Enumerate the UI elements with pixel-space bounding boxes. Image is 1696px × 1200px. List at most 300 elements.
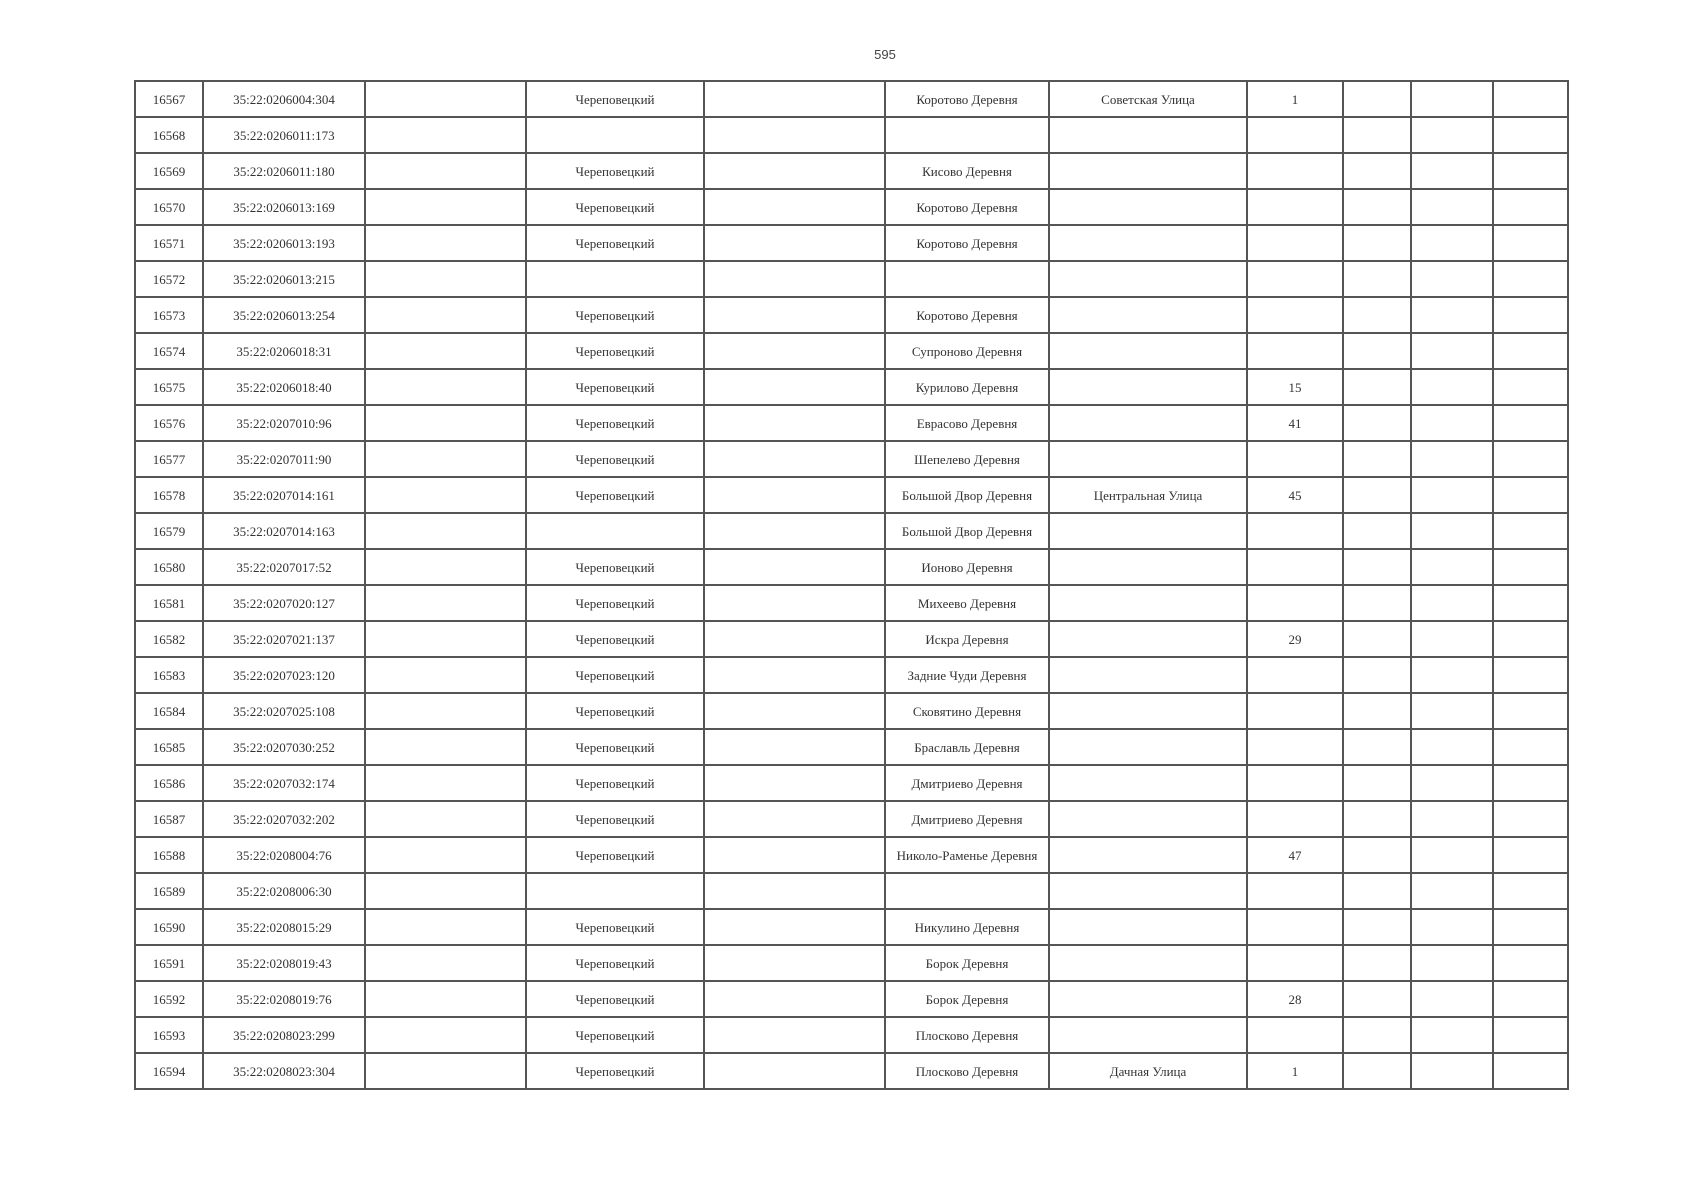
empty-cell [1343,585,1411,621]
empty-cell [365,945,526,981]
empty-cell [365,225,526,261]
district-cell: Череповецкий [526,765,704,801]
street-cell [1049,621,1247,657]
empty-cell [365,1053,526,1089]
empty-cell [1411,801,1493,837]
empty-cell [1493,1017,1568,1053]
empty-cell [365,657,526,693]
record-number-cell: 16579 [135,513,203,549]
record-number-cell: 16569 [135,153,203,189]
house-number-cell: 28 [1247,981,1343,1017]
table-row [135,81,1568,117]
district-cell: Череповецкий [526,729,704,765]
house-number-cell: 15 [1247,369,1343,405]
district-cell: Череповецкий [526,189,704,225]
house-number-cell [1247,801,1343,837]
locality-cell: Борок Деревня [885,945,1049,981]
empty-cell [1493,729,1568,765]
empty-cell [1411,261,1493,297]
empty-cell [1493,261,1568,297]
cadastral-number-cell: 35:22:0207017:52 [203,549,365,585]
record-number-cell: 16575 [135,369,203,405]
empty-cell [1343,225,1411,261]
street-cell [1049,333,1247,369]
empty-cell [704,981,885,1017]
empty-cell [1343,405,1411,441]
empty-cell [704,261,885,297]
empty-cell [365,513,526,549]
house-number-cell [1247,729,1343,765]
street-cell [1049,153,1247,189]
empty-cell [704,1053,885,1089]
house-number-cell [1247,693,1343,729]
street-cell [1049,765,1247,801]
street-cell [1049,945,1247,981]
street-cell: Дачная Улица [1049,1053,1247,1089]
empty-cell [1411,621,1493,657]
empty-cell [1343,549,1411,585]
empty-cell [1493,657,1568,693]
record-number-cell: 16585 [135,729,203,765]
locality-cell: Коротово Деревня [885,225,1049,261]
district-cell: Череповецкий [526,333,704,369]
table-row [135,585,1568,621]
empty-cell [704,225,885,261]
record-number-cell: 16573 [135,297,203,333]
record-number-cell: 16584 [135,693,203,729]
table-row [135,837,1568,873]
locality-cell: Большой Двор Деревня [885,513,1049,549]
empty-cell [1493,945,1568,981]
house-number-cell [1247,657,1343,693]
locality-cell: Большой Двор Деревня [885,477,1049,513]
cadastral-number-cell: 35:22:0206013:193 [203,225,365,261]
district-cell: Череповецкий [526,1053,704,1089]
empty-cell [1343,333,1411,369]
cadastral-number-cell: 35:22:0207014:161 [203,477,365,513]
locality-cell: Искра Деревня [885,621,1049,657]
house-number-cell [1247,333,1343,369]
house-number-cell [1247,225,1343,261]
empty-cell [1411,909,1493,945]
empty-cell [365,729,526,765]
cadastral-number-cell: 35:22:0206011:180 [203,153,365,189]
record-number-cell: 16570 [135,189,203,225]
cadastral-number-cell: 35:22:0208006:30 [203,873,365,909]
district-cell: Череповецкий [526,225,704,261]
empty-cell [704,441,885,477]
table-row [135,225,1568,261]
cadastral-number-cell: 35:22:0208019:43 [203,945,365,981]
house-number-cell: 29 [1247,621,1343,657]
empty-cell [1343,1017,1411,1053]
empty-cell [365,441,526,477]
table-row [135,549,1568,585]
locality-cell: Плосково Деревня [885,1017,1049,1053]
locality-cell: Плосково Деревня [885,1053,1049,1089]
empty-cell [1343,513,1411,549]
cadastral-number-cell: 35:22:0206018:31 [203,333,365,369]
cadastral-number-cell: 35:22:0207014:163 [203,513,365,549]
empty-cell [1343,261,1411,297]
empty-cell [365,909,526,945]
empty-cell [704,729,885,765]
table-row [135,765,1568,801]
district-cell: Череповецкий [526,909,704,945]
street-cell [1049,693,1247,729]
table-row [135,261,1568,297]
table-row [135,369,1568,405]
empty-cell [1343,729,1411,765]
empty-cell [365,117,526,153]
empty-cell [704,837,885,873]
locality-cell: Николо-Раменье Деревня [885,837,1049,873]
street-cell [1049,405,1247,441]
locality-cell [885,261,1049,297]
district-cell: Череповецкий [526,297,704,333]
cadastral-number-cell: 35:22:0208015:29 [203,909,365,945]
street-cell [1049,585,1247,621]
record-number-cell: 16582 [135,621,203,657]
empty-cell [1411,1053,1493,1089]
empty-cell [365,261,526,297]
cadastral-number-cell: 35:22:0207030:252 [203,729,365,765]
empty-cell [1493,513,1568,549]
house-number-cell [1247,765,1343,801]
street-cell [1049,225,1247,261]
empty-cell [1493,81,1568,117]
empty-cell [1343,693,1411,729]
locality-cell: Кисово Деревня [885,153,1049,189]
record-number-cell: 16581 [135,585,203,621]
house-number-cell: 41 [1247,405,1343,441]
empty-cell [365,333,526,369]
table-row [135,621,1568,657]
record-number-cell: 16592 [135,981,203,1017]
street-cell [1049,873,1247,909]
empty-cell [1343,297,1411,333]
empty-cell [1411,765,1493,801]
empty-cell [1411,441,1493,477]
empty-cell [1493,873,1568,909]
table-row [135,981,1568,1017]
table-row [135,909,1568,945]
street-cell [1049,1017,1247,1053]
locality-cell [885,873,1049,909]
locality-cell: Дмитриево Деревня [885,801,1049,837]
table-row [135,405,1568,441]
empty-cell [1493,441,1568,477]
street-cell [1049,117,1247,153]
empty-cell [365,189,526,225]
cadastral-number-cell: 35:22:0206011:173 [203,117,365,153]
street-cell: Советская Улица [1049,81,1247,117]
locality-cell: Задние Чуди Деревня [885,657,1049,693]
locality-cell: Курилово Деревня [885,369,1049,405]
locality-cell: Супроново Деревня [885,333,1049,369]
empty-cell [1493,549,1568,585]
empty-cell [365,693,526,729]
empty-cell [1411,873,1493,909]
district-cell: Череповецкий [526,549,704,585]
empty-cell [365,549,526,585]
house-number-cell: 1 [1247,81,1343,117]
record-number-cell: 16580 [135,549,203,585]
empty-cell [365,585,526,621]
empty-cell [1343,837,1411,873]
empty-cell [1343,153,1411,189]
empty-cell [704,621,885,657]
street-cell [1049,909,1247,945]
empty-cell [704,477,885,513]
table-row [135,801,1568,837]
empty-cell [704,693,885,729]
cadastral-number-cell: 35:22:0208004:76 [203,837,365,873]
record-number-cell: 16593 [135,1017,203,1053]
district-cell: Череповецкий [526,153,704,189]
locality-cell: Коротово Деревня [885,81,1049,117]
house-number-cell [1247,513,1343,549]
empty-cell [1493,621,1568,657]
empty-cell [1493,837,1568,873]
table-row [135,189,1568,225]
district-cell: Череповецкий [526,945,704,981]
locality-cell: Еврасово Деревня [885,405,1049,441]
record-number-cell: 16572 [135,261,203,297]
empty-cell [704,333,885,369]
table-row [135,729,1568,765]
empty-cell [704,909,885,945]
cadastral-number-cell: 35:22:0206013:254 [203,297,365,333]
record-number-cell: 16594 [135,1053,203,1089]
house-number-cell: 47 [1247,837,1343,873]
locality-cell: Борок Деревня [885,981,1049,1017]
empty-cell [704,405,885,441]
cadastral-number-cell: 35:22:0206018:40 [203,369,365,405]
street-cell [1049,261,1247,297]
empty-cell [1343,1053,1411,1089]
house-number-cell [1247,189,1343,225]
district-cell: Череповецкий [526,81,704,117]
empty-cell [704,513,885,549]
cadastral-number-cell: 35:22:0207020:127 [203,585,365,621]
empty-cell [1343,441,1411,477]
empty-cell [704,657,885,693]
district-cell: Череповецкий [526,657,704,693]
empty-cell [365,1017,526,1053]
table-row [135,153,1568,189]
cadastral-number-cell: 35:22:0206013:215 [203,261,365,297]
street-cell [1049,369,1247,405]
cadastral-number-cell: 35:22:0208019:76 [203,981,365,1017]
empty-cell [1411,153,1493,189]
house-number-cell [1247,585,1343,621]
empty-cell [1493,405,1568,441]
record-number-cell: 16567 [135,81,203,117]
empty-cell [1411,189,1493,225]
empty-cell [1411,513,1493,549]
empty-cell [1411,729,1493,765]
empty-cell [365,981,526,1017]
record-number-cell: 16590 [135,909,203,945]
empty-cell [1343,477,1411,513]
empty-cell [1411,297,1493,333]
record-number-cell: 16591 [135,945,203,981]
empty-cell [704,81,885,117]
district-cell [526,117,704,153]
empty-cell [365,801,526,837]
record-number-cell: 16577 [135,441,203,477]
house-number-cell [1247,945,1343,981]
district-cell: Череповецкий [526,477,704,513]
empty-cell [365,153,526,189]
district-cell: Череповецкий [526,441,704,477]
empty-cell [704,297,885,333]
locality-cell: Коротово Деревня [885,297,1049,333]
record-number-cell: 16578 [135,477,203,513]
table-row [135,477,1568,513]
empty-cell [1493,333,1568,369]
empty-cell [1343,621,1411,657]
district-cell [526,261,704,297]
district-cell: Череповецкий [526,585,704,621]
empty-cell [1493,1053,1568,1089]
cadastral-number-cell: 35:22:0206004:304 [203,81,365,117]
locality-cell: Коротово Деревня [885,189,1049,225]
house-number-cell [1247,549,1343,585]
district-cell: Череповецкий [526,837,704,873]
street-cell [1049,549,1247,585]
page-number: 595 [874,47,896,62]
street-cell: Центральная Улица [1049,477,1247,513]
empty-cell [1493,585,1568,621]
empty-cell [1343,981,1411,1017]
empty-cell [1493,909,1568,945]
record-number-cell: 16568 [135,117,203,153]
empty-cell [1343,189,1411,225]
empty-cell [1343,657,1411,693]
house-number-cell [1247,153,1343,189]
street-cell [1049,837,1247,873]
record-number-cell: 16571 [135,225,203,261]
empty-cell [1411,657,1493,693]
district-cell: Череповецкий [526,369,704,405]
record-number-cell: 16586 [135,765,203,801]
street-cell [1049,981,1247,1017]
empty-cell [365,81,526,117]
empty-cell [704,801,885,837]
record-number-cell: 16587 [135,801,203,837]
record-number-cell: 16576 [135,405,203,441]
empty-cell [1411,369,1493,405]
empty-cell [1411,405,1493,441]
empty-cell [1493,297,1568,333]
table-row [135,333,1568,369]
street-cell [1049,513,1247,549]
record-number-cell: 16583 [135,657,203,693]
empty-cell [1493,189,1568,225]
district-cell: Череповецкий [526,405,704,441]
cadastral-number-cell: 35:22:0206013:169 [203,189,365,225]
empty-cell [1411,225,1493,261]
table-row [135,513,1568,549]
empty-cell [704,549,885,585]
table-row [135,657,1568,693]
cadastral-number-cell: 35:22:0207021:137 [203,621,365,657]
empty-cell [704,765,885,801]
record-number-cell: 16589 [135,873,203,909]
empty-cell [704,369,885,405]
table-row [135,873,1568,909]
house-number-cell [1247,297,1343,333]
street-cell [1049,657,1247,693]
locality-cell: Ионово Деревня [885,549,1049,585]
cadastral-number-cell: 35:22:0207010:96 [203,405,365,441]
empty-cell [1343,909,1411,945]
house-number-cell [1247,117,1343,153]
empty-cell [1493,693,1568,729]
empty-cell [1343,873,1411,909]
cadastral-number-cell: 35:22:0208023:304 [203,1053,365,1089]
cadastral-number-cell: 35:22:0207023:120 [203,657,365,693]
street-cell [1049,441,1247,477]
table-row [135,945,1568,981]
cadastral-number-cell: 35:22:0207025:108 [203,693,365,729]
empty-cell [704,189,885,225]
empty-cell [1411,585,1493,621]
locality-cell: Дмитриево Деревня [885,765,1049,801]
record-number-cell: 16588 [135,837,203,873]
empty-cell [1493,765,1568,801]
empty-cell [1493,801,1568,837]
property-register-table [134,80,1569,1090]
cadastral-number-cell: 35:22:0208023:299 [203,1017,365,1053]
empty-cell [1493,981,1568,1017]
district-cell: Череповецкий [526,621,704,657]
empty-cell [1493,117,1568,153]
empty-cell [1411,477,1493,513]
street-cell [1049,729,1247,765]
empty-cell [1411,837,1493,873]
empty-cell [1411,945,1493,981]
empty-cell [1343,945,1411,981]
empty-cell [704,945,885,981]
cadastral-number-cell: 35:22:0207032:174 [203,765,365,801]
empty-cell [1411,981,1493,1017]
locality-cell: Шепелево Деревня [885,441,1049,477]
district-cell: Череповецкий [526,981,704,1017]
empty-cell [1411,549,1493,585]
house-number-cell [1247,441,1343,477]
record-number-cell: 16574 [135,333,203,369]
street-cell [1049,189,1247,225]
locality-cell: Браславль Деревня [885,729,1049,765]
empty-cell [365,837,526,873]
empty-cell [1493,369,1568,405]
empty-cell [365,369,526,405]
table-row [135,1053,1568,1089]
empty-cell [1411,1017,1493,1053]
cadastral-number-cell: 35:22:0207011:90 [203,441,365,477]
empty-cell [1493,477,1568,513]
house-number-cell [1247,261,1343,297]
table-row [135,297,1568,333]
street-cell [1049,801,1247,837]
empty-cell [704,585,885,621]
locality-cell: Михеево Деревня [885,585,1049,621]
district-cell: Череповецкий [526,801,704,837]
empty-cell [1343,369,1411,405]
